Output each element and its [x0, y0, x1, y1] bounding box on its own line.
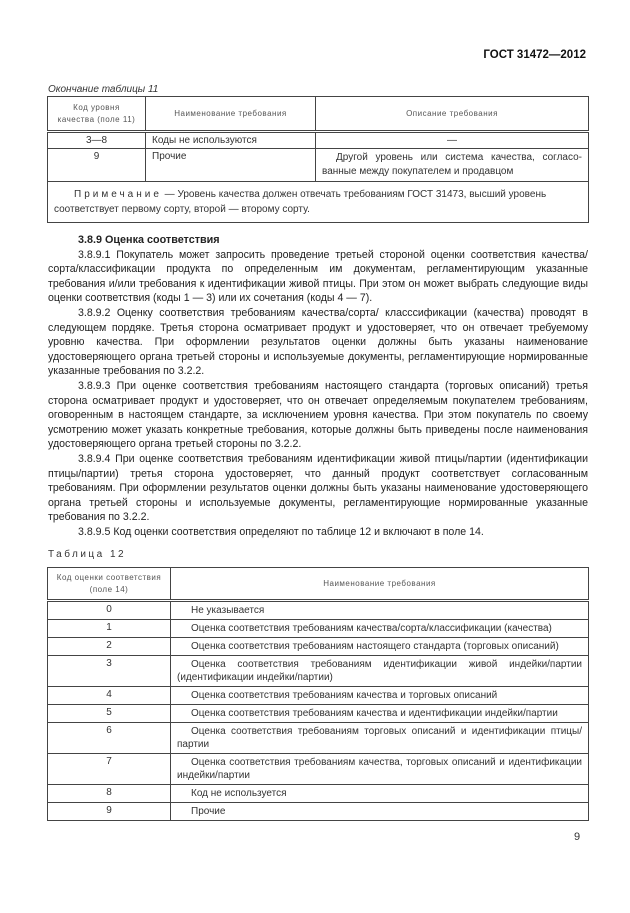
- requirement-cell: Оценка соответствия требованиям качества и торговых описаний: [171, 687, 589, 705]
- table-cell: Коды не используются: [146, 132, 316, 149]
- table-header: Код уровня качества (поле 11): [48, 97, 146, 132]
- table-12: [47, 567, 589, 821]
- table-row: [48, 638, 589, 656]
- requirement-cell: Не указывается: [171, 601, 589, 620]
- table-cell: Прочие: [146, 149, 316, 182]
- code-cell: 5: [48, 705, 171, 723]
- table-11-caption: Окончание таблицы 11: [48, 84, 159, 95]
- table-row: [48, 785, 589, 803]
- table-header: Описание требования: [316, 97, 589, 132]
- page-number: 9: [574, 831, 581, 843]
- table-cell: 9: [48, 149, 146, 182]
- table-header: Наименование требования: [146, 97, 316, 132]
- table-cell: —: [316, 132, 589, 149]
- requirement-cell: Оценка соответствия требованиям качества и идентификации индейки/партии: [171, 705, 589, 723]
- requirement-cell: Код не используется: [171, 785, 589, 803]
- note-text: — Уровень качества должен отвечать требованиям ГОСТ 31473, высший уровень соответствует первому сорту, второй — второму сорту.: [54, 189, 547, 215]
- table-row: [48, 620, 589, 638]
- table-row: [48, 149, 589, 182]
- table-11: [47, 96, 589, 223]
- paragraph: 3.8.9.5 Код оценки соответствия определяют по таблице 12 и включают в поле 14.: [78, 525, 484, 538]
- table-header: Код оценки соответствия (поле 14): [48, 568, 171, 601]
- table-row: [48, 601, 589, 620]
- table-12-caption: Таблица 12: [48, 549, 127, 560]
- table-row: [48, 132, 589, 149]
- paragraph: 3.8.9.4 При оценке соответствия требованиям идентификации живой птицы/партии (идентификации птицы/партии) третья сторона удостоверяет, что данный продукт соответствует согласованным требованиям. При оформлении результатов оценки должны быть указаны наименование удостоверяющего органа третьей стороны и используемые документы, регламентирующие нормированные указанные требования по 3.2.2.: [48, 452, 588, 524]
- code-cell: 1: [48, 620, 171, 638]
- section-heading: 3.8.9 Оценка соответствия: [78, 234, 220, 246]
- table-cell: 3—8: [48, 132, 146, 149]
- table-row: [48, 687, 589, 705]
- document-code: ГОСТ 31472—2012: [483, 49, 586, 61]
- code-cell: 8: [48, 785, 171, 803]
- paragraph: 3.8.9.3 При оценке соответствия требованиям настоящего стандарта (торговых описаний) третья сторона осматривает продукт и удостоверяет, что он отвечает определяемым покупателем требованиям, оговоренным в настоящем стандарте, за исключением уровня качества. При этом покупатель по своему усмотрению может указать конкретные требования, которые должны быть приведены после наименования удостоверяющего органа третьей стороны по 3.2.2.: [48, 379, 588, 451]
- table-row: [48, 723, 589, 754]
- requirement-cell: Оценка соответствия требованиям качества/сорта/классификации (качества): [171, 620, 589, 638]
- note-label: Примечание: [74, 189, 162, 200]
- section-3-8-9: [48, 233, 588, 539]
- code-cell: 9: [48, 803, 171, 821]
- code-cell: 4: [48, 687, 171, 705]
- table-header: Наименование требования: [171, 568, 589, 601]
- requirement-cell: Оценка соответствия требованиям настоящего стандарта (торговых описаний): [171, 638, 589, 656]
- paragraph: 3.8.9.1 Покупатель может запросить проведение третьей стороной оценки соответствия качества/сорта/классификации продукта по определенным им документам, регламентирующим указанные требования и/или требования к идентификации живой птицы. При этом он может выбрать следующие виды оценки соответствия (коды 1 — 3) или их сочетания (коды 4 — 7).: [48, 248, 588, 305]
- table-row: [48, 656, 589, 687]
- requirement-cell: Оценка соответствия требованиям идентификации живой индейки/партии (идентификации индейки/партии): [171, 656, 589, 687]
- table-row: [48, 705, 589, 723]
- code-cell: 3: [48, 656, 171, 687]
- table-note: [48, 182, 589, 223]
- table-note-row: [48, 182, 589, 223]
- code-cell: 7: [48, 754, 171, 785]
- code-cell: 2: [48, 638, 171, 656]
- code-cell: 6: [48, 723, 171, 754]
- code-cell: 0: [48, 601, 171, 620]
- table-cell: Другой уровень или система качества, согласо-ванные между покупателем и продавцом: [316, 149, 589, 182]
- requirement-cell: Оценка соответствия требованиям качества, торговых описаний и идентификации индейки/партии: [171, 754, 589, 785]
- paragraph: 3.8.9.2 Оценку соответствия требованиям качества/сорта/ класссификации (качества) проводят в следующем пордяке. Третья сторона осматривает продукт и удостоверяет, что он отвечает требуемому уровню качества. При оформлении результатов оценки должны быть указаны наименование удостоверяющего органа третьей стороны и используемые документы, регламентирующие нормированные указанные требования по 3.2.2.: [48, 306, 588, 378]
- requirement-cell: Оценка соответствия требованиям торговых описаний и идентификации птицы/партии: [171, 723, 589, 754]
- requirement-cell: Прочие: [171, 803, 589, 821]
- table-row: [48, 754, 589, 785]
- table-row: [48, 803, 589, 821]
